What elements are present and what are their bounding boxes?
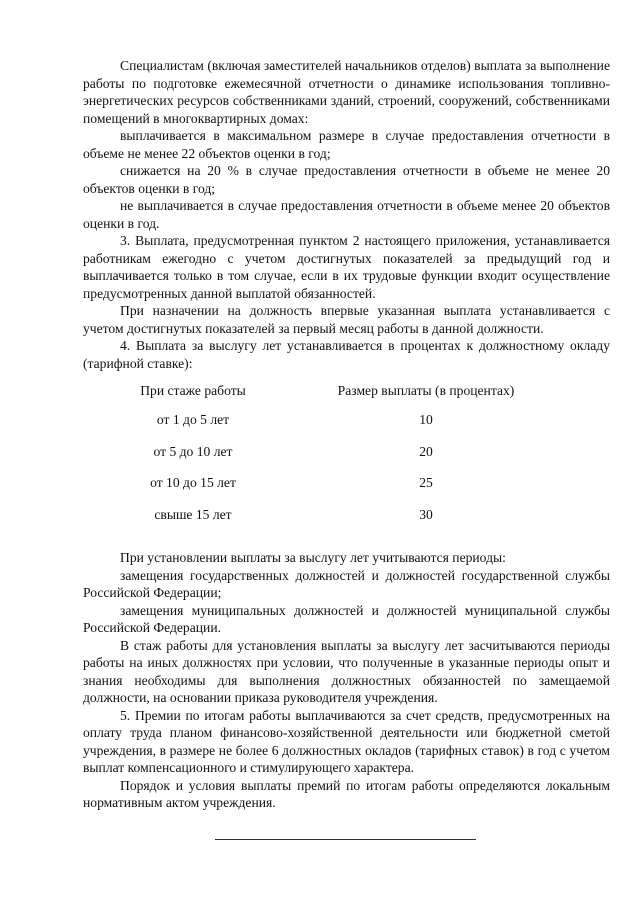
paragraph-item-3: 3. Выплата, предусмотренная пунктом 2 настоящего приложения, устанавливается работникам ежегодно с учетом достигнутых показателей за предыдущий год и выплачивается только в том случае, если в их трудовые функции входит осуществление предусмотренных данной выплатой обязанностей.: [83, 233, 610, 301]
table-cell-percent: 10: [419, 412, 433, 427]
paragraph-item-4: 4. Выплата за выслугу лет устанавливается в процентах к должностному окладу (тарифной ставке):: [83, 338, 610, 371]
table-cell-percent: 20: [419, 443, 433, 459]
table-cell-percent: 25: [419, 475, 433, 490]
seniority-payment-table: [83, 382, 610, 537]
table-row: [83, 443, 610, 475]
paragraph-max-payment: выплачивается в максимальном размере в случае предоставления отчетности в объеме не менее 22 объектов оценки в год;: [83, 128, 610, 161]
table-header-payment: Размер выплаты (в процентах): [337, 383, 515, 398]
table-row: [83, 474, 610, 506]
paragraph-reduced-payment: снижается на 20 % в случае предоставления отчетности в объеме не менее 20 объектов оценки в год;: [83, 163, 610, 196]
paragraph-first-appointment: При назначении на должность впервые указанная выплата устанавливается с учетом достигнутых показателей за первый месяц работы в данной должности.: [83, 303, 610, 336]
paragraph-state-service: замещения государственных должностей и должностей государственной службы Российской Федерации;: [83, 567, 610, 600]
table-row: [83, 506, 610, 538]
paragraph-other-positions: В стаж работы для установления выплаты за выслугу лет засчитываются периоды работы на иных должностях при условии, что полученные в указанные периоды опыт и знания необходимы для выполнения должностных обязанностей по замещаемой должности, на основании приказа руководителя учреждения.: [83, 637, 610, 705]
footer-divider: [215, 839, 476, 840]
table-cell-seniority: от 5 до 10 лет: [153, 443, 233, 459]
paragraph-bonus-order: Порядок и условия выплаты премий по итогам работы определяются локальным нормативным актом учреждения.: [83, 777, 610, 810]
table-cell-percent: 30: [419, 506, 433, 522]
paragraph-item-5: 5. Премии по итогам работы выплачиваются за счет средств, предусмотренных на оплату труда планом финансово-хозяйственной деятельности или бюджетной сметой учреждения, в размере не более 6 должностных окладов (тарифных ставок) в год с учетом выплат компенсационного и стимулирующего характера.: [83, 707, 610, 775]
table-header-seniority: При стаже работы: [140, 383, 246, 398]
paragraph-periods-intro: При установлении выплаты за выслугу лет учитываются периоды:: [120, 550, 506, 565]
paragraph-no-payment: не выплачивается в случае предоставления отчетности в объеме менее 20 объектов оценки в год.: [83, 198, 610, 231]
paragraph-specialists: Специалистам (включая заместителей начальников отделов) выплата за выполнение работы по подготовке ежемесячной отчетности о динамике использования топливно-энергетических ресурсов собственниками зданий, строений, сооружений, собственниками помещений в многоквартирных домах:: [83, 58, 610, 126]
table-header-row: [83, 382, 610, 411]
table-row: [83, 411, 610, 443]
paragraph-municipal-service: замещения муниципальных должностей и должностей муниципальной службы Российской Федерации.: [83, 602, 610, 635]
table-cell-seniority: от 10 до 15 лет: [150, 475, 236, 490]
table-cell-seniority: от 1 до 5 лет: [156, 412, 230, 427]
table-cell-seniority: свыше 15 лет: [154, 506, 232, 522]
